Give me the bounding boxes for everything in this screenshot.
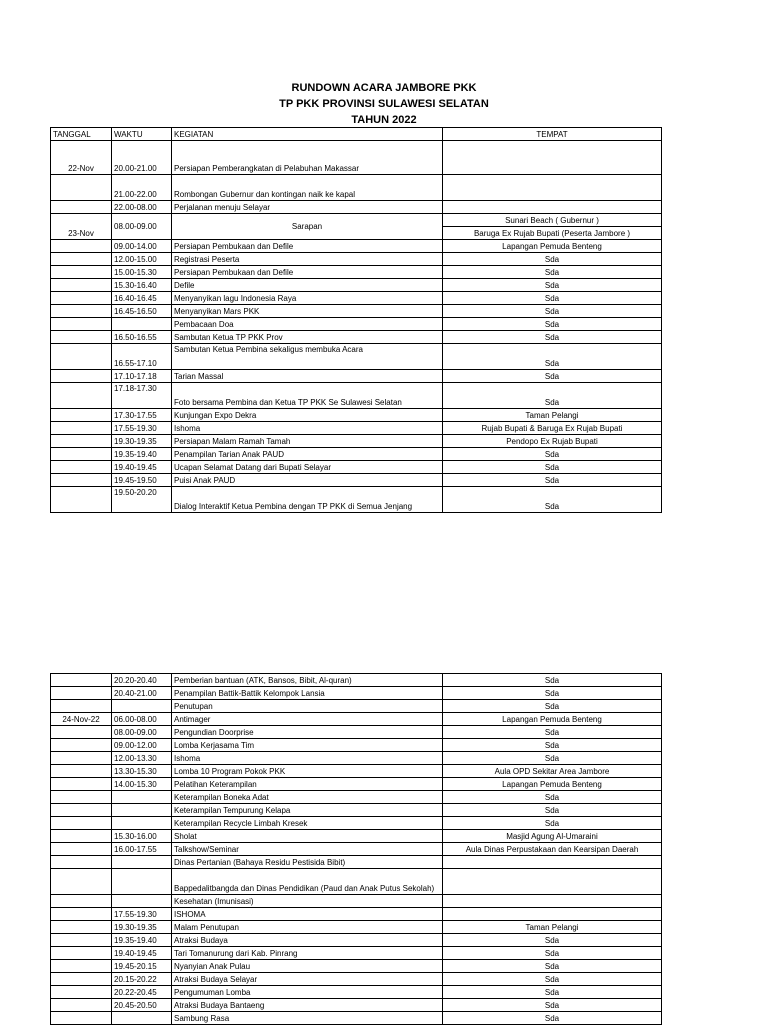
cell-kegiatan: Foto bersama Pembina dan Ketua TP PKK Se Sulawesi Selatan — [172, 383, 443, 409]
cell-kegiatan: Kesehatan (Imunisasi) — [172, 895, 443, 908]
cell-kegiatan: Atraksi Budaya Bantaeng — [172, 999, 443, 1012]
cell-tempat: Sda — [443, 752, 662, 765]
cell-kegiatan: Pengundian Doorprise — [172, 726, 443, 739]
cell-kegiatan: Penampilan Battik-Battik Kelompok Lansia — [172, 687, 443, 700]
table-row — [51, 279, 662, 292]
cell-tanggal — [51, 973, 112, 986]
cell-tanggal — [51, 778, 112, 791]
cell-tanggal — [51, 370, 112, 383]
cell-waktu: 17.18-17.30 — [112, 383, 172, 409]
table-row — [51, 141, 662, 175]
cell-kegiatan: Defile — [172, 279, 443, 292]
cell-tempat: Sda — [443, 448, 662, 461]
cell-tanggal — [51, 804, 112, 817]
table-row — [51, 960, 662, 973]
cell-tanggal — [51, 461, 112, 474]
cell-waktu: 13.30-15.30 — [112, 765, 172, 778]
table-row — [51, 409, 662, 422]
table-row — [51, 843, 662, 856]
cell-waktu — [112, 856, 172, 869]
cell-waktu — [112, 791, 172, 804]
table-row — [51, 908, 662, 921]
cell-tanggal — [51, 448, 112, 461]
cell-waktu: 15.30-16.00 — [112, 830, 172, 843]
cell-kegiatan: Persiapan Malam Ramah Tamah — [172, 435, 443, 448]
cell-waktu: 19.30-19.35 — [112, 435, 172, 448]
cell-waktu — [112, 817, 172, 830]
cell-kegiatan: Pengumuman Lomba — [172, 986, 443, 999]
title-line-1: RUNDOWN ACARA JAMBORE PKK — [291, 82, 477, 94]
cell-tanggal — [51, 201, 112, 214]
cell-kegiatan: Keterampilan Boneka Adat — [172, 791, 443, 804]
cell-tanggal — [51, 292, 112, 305]
title-line-2: TP PKK PROVINSI SULAWESI SELATAN — [279, 98, 489, 110]
cell-tanggal — [51, 435, 112, 448]
table-row — [51, 895, 662, 908]
cell-tempat — [443, 201, 662, 214]
table-row — [51, 201, 662, 214]
table-row — [51, 999, 662, 1012]
cell-waktu: 14.00-15.30 — [112, 778, 172, 791]
cell-tempat: Sda — [443, 370, 662, 383]
cell-kegiatan: Persiapan Pemberangkatan di Pelabuhan Makassar — [172, 141, 443, 175]
cell-tempat: Sda — [443, 331, 662, 344]
cell-tempat: Sda — [443, 934, 662, 947]
cell-waktu: 20.22-20.45 — [112, 986, 172, 999]
cell-waktu: 08.00-09.00 — [112, 726, 172, 739]
cell-waktu — [112, 804, 172, 817]
cell-tempat: Sda — [443, 461, 662, 474]
cell-kegiatan: Persiapan Pembukaan dan Defile — [172, 266, 443, 279]
cell-tanggal — [51, 409, 112, 422]
document-title — [0, 80, 768, 128]
cell-tanggal — [51, 791, 112, 804]
table-row — [51, 292, 662, 305]
cell-kegiatan: Keterampilan Recycle Limbah Kresek — [172, 817, 443, 830]
table-row — [51, 739, 662, 752]
cell-kegiatan: Keterampilan Tempurung Kelapa — [172, 804, 443, 817]
cell-tempat: Rujab Bupati & Baruga Ex Rujab Bupati — [443, 422, 662, 435]
cell-tempat: Sda — [443, 253, 662, 266]
cell-tempat — [443, 175, 662, 201]
cell-tanggal — [51, 765, 112, 778]
cell-tanggal — [51, 240, 112, 253]
cell-kegiatan: Tarian Massal — [172, 370, 443, 383]
cell-waktu: 12.00-13.30 — [112, 752, 172, 765]
cell-kegiatan: Antimager — [172, 713, 443, 726]
cell-tempat: Sda — [443, 687, 662, 700]
cell-kegiatan: Pelatihan Keterampilan — [172, 778, 443, 791]
cell-kegiatan: Tari Tomanurung dari Kab. Pinrang — [172, 947, 443, 960]
cell-tempat: Sda — [443, 383, 662, 409]
table-row — [51, 422, 662, 435]
cell-kegiatan: Menyanyikan Mars PKK — [172, 305, 443, 318]
cell-tempat: Aula Dinas Perpustakaan dan Kearsipan Daerah — [443, 843, 662, 856]
cell-waktu: 21.00-22.00 — [112, 175, 172, 201]
cell-kegiatan: Talkshow/Seminar — [172, 843, 443, 856]
cell-tanggal — [51, 253, 112, 266]
header-tempat: TEMPAT — [443, 128, 662, 141]
cell-tempat: Sda — [443, 804, 662, 817]
cell-kegiatan: ISHOMA — [172, 908, 443, 921]
cell-kegiatan: Nyanyian Anak Pulau — [172, 960, 443, 973]
cell-kegiatan: Sarapan — [172, 214, 443, 240]
table-row — [51, 856, 662, 869]
cell-tanggal — [51, 908, 112, 921]
cell-waktu: 15.00-15.30 — [112, 266, 172, 279]
table-row — [51, 266, 662, 279]
cell-waktu: 19.50-20.20 — [112, 487, 172, 513]
cell-waktu: 19.30-19.35 — [112, 921, 172, 934]
cell-tanggal — [51, 843, 112, 856]
cell-waktu: 17.55-19.30 — [112, 908, 172, 921]
cell-tanggal — [51, 947, 112, 960]
cell-waktu — [112, 1012, 172, 1025]
cell-kegiatan: Sambutan Ketua TP PKK Prov — [172, 331, 443, 344]
cell-tanggal — [51, 279, 112, 292]
cell-waktu: 17.30-17.55 — [112, 409, 172, 422]
cell-tanggal — [51, 1012, 112, 1025]
table-row — [51, 318, 662, 331]
cell-tanggal — [51, 856, 112, 869]
cell-kegiatan: Bappedalitbangda dan Dinas Pendidikan (Paud dan Anak Putus Sekolah) — [172, 869, 443, 895]
cell-kegiatan: Lomba Kerjasama Tim — [172, 739, 443, 752]
table-row — [51, 804, 662, 817]
cell-tempat: Lapangan Pemuda Benteng — [443, 778, 662, 791]
table-row — [51, 474, 662, 487]
table-row — [51, 921, 662, 934]
table-row — [51, 305, 662, 318]
cell-waktu: 19.40-19.45 — [112, 947, 172, 960]
cell-kegiatan: Menyanyikan lagu Indonesia Raya — [172, 292, 443, 305]
cell-tanggal — [51, 318, 112, 331]
table-row — [51, 674, 662, 687]
cell-kegiatan: Penutupan — [172, 700, 443, 713]
cell-tanggal — [51, 700, 112, 713]
cell-tanggal — [51, 175, 112, 201]
cell-tempat: Sda — [443, 474, 662, 487]
cell-tempat: Sda — [443, 292, 662, 305]
cell-tempat: Baruga Ex Rujab Bupati (Peserta Jambore ) — [443, 227, 662, 240]
table-row — [51, 947, 662, 960]
cell-tanggal — [51, 474, 112, 487]
table-row — [51, 791, 662, 804]
cell-waktu: 15.30-16.40 — [112, 279, 172, 292]
cell-tempat: Sda — [443, 817, 662, 830]
schedule-table-page-2 — [50, 673, 662, 1025]
cell-kegiatan: Puisi Anak PAUD — [172, 474, 443, 487]
cell-tanggal — [51, 934, 112, 947]
cell-kegiatan: Perjalanan menuju Selayar — [172, 201, 443, 214]
cell-tanggal — [51, 986, 112, 999]
cell-tanggal — [51, 921, 112, 934]
cell-tanggal — [51, 817, 112, 830]
table-row — [51, 448, 662, 461]
cell-tanggal — [51, 895, 112, 908]
cell-waktu — [112, 700, 172, 713]
cell-tempat: Lapangan Pemuda Benteng — [443, 713, 662, 726]
cell-kegiatan: Sambutan Ketua Pembina sekaligus membuka Acara — [172, 344, 443, 370]
cell-waktu: 12.00-15.00 — [112, 253, 172, 266]
cell-tempat — [443, 908, 662, 921]
table-header-row — [51, 128, 662, 141]
cell-waktu — [112, 318, 172, 331]
cell-tempat: Sda — [443, 726, 662, 739]
cell-tempat: Sda — [443, 947, 662, 960]
table-row — [51, 726, 662, 739]
cell-tempat — [443, 895, 662, 908]
cell-tanggal — [51, 487, 112, 513]
table-row — [51, 214, 662, 227]
cell-waktu — [112, 869, 172, 895]
table-row — [51, 830, 662, 843]
cell-tempat: Sda — [443, 1012, 662, 1025]
cell-tanggal — [51, 726, 112, 739]
table-row — [51, 175, 662, 201]
cell-tempat: Taman Pelangi — [443, 409, 662, 422]
cell-tempat: Masjid Agung Al-Umaraini — [443, 830, 662, 843]
cell-waktu: 09.00-12.00 — [112, 739, 172, 752]
cell-kegiatan: Atraksi Budaya Selayar — [172, 973, 443, 986]
table-row — [51, 973, 662, 986]
table-row — [51, 752, 662, 765]
table-row — [51, 331, 662, 344]
cell-tanggal — [51, 999, 112, 1012]
table-row — [51, 713, 662, 726]
table-row — [51, 344, 662, 370]
cell-waktu: 17.10-17.18 — [112, 370, 172, 383]
cell-tempat: Sda — [443, 986, 662, 999]
cell-kegiatan: Dialog Interaktif Ketua Pembina dengan TP PKK di Semua Jenjang — [172, 487, 443, 513]
cell-tempat — [443, 856, 662, 869]
table-row — [51, 240, 662, 253]
cell-tempat: Sda — [443, 266, 662, 279]
cell-waktu: 20.20-20.40 — [112, 674, 172, 687]
cell-waktu: 19.35-19.40 — [112, 448, 172, 461]
cell-tempat: Sda — [443, 279, 662, 292]
cell-kegiatan: Dinas Pertanian (Bahaya Residu Pestisida Bibit) — [172, 856, 443, 869]
cell-kegiatan: Registrasi Peserta — [172, 253, 443, 266]
cell-waktu: 16.55-17.10 — [112, 344, 172, 370]
cell-tempat: Sda — [443, 973, 662, 986]
header-waktu: WAKTU — [112, 128, 172, 141]
table-row — [51, 253, 662, 266]
cell-kegiatan: Penampilan Tarian Anak PAUD — [172, 448, 443, 461]
cell-kegiatan: Ishoma — [172, 422, 443, 435]
cell-tanggal — [51, 869, 112, 895]
table-row — [51, 487, 662, 513]
cell-tanggal — [51, 344, 112, 370]
cell-tempat: Sda — [443, 791, 662, 804]
cell-tanggal — [51, 739, 112, 752]
cell-tanggal — [51, 305, 112, 318]
cell-waktu: 19.40-19.45 — [112, 461, 172, 474]
cell-tanggal — [51, 674, 112, 687]
cell-tempat: Pendopo Ex Rujab Bupati — [443, 435, 662, 448]
cell-waktu: 17.55-19.30 — [112, 422, 172, 435]
cell-tempat: Sda — [443, 487, 662, 513]
cell-waktu: 20.15-20.22 — [112, 973, 172, 986]
cell-tempat: Taman Pelangi — [443, 921, 662, 934]
cell-tempat — [443, 869, 662, 895]
cell-tempat: Sda — [443, 700, 662, 713]
table-row — [51, 765, 662, 778]
table-row — [51, 869, 662, 895]
cell-tempat: Sda — [443, 674, 662, 687]
table-row — [51, 435, 662, 448]
cell-kegiatan: Kunjungan Expo Dekra — [172, 409, 443, 422]
title-line-3: TAHUN 2022 — [351, 114, 417, 126]
table-row — [51, 687, 662, 700]
cell-tempat: Sda — [443, 318, 662, 331]
header-kegiatan: KEGIATAN — [172, 128, 443, 141]
cell-kegiatan: Atraksi Budaya — [172, 934, 443, 947]
table-row — [51, 700, 662, 713]
table-row — [51, 370, 662, 383]
cell-tempat: Lapangan Pemuda Benteng — [443, 240, 662, 253]
cell-tanggal — [51, 383, 112, 409]
cell-tempat: Sda — [443, 305, 662, 318]
cell-tempat — [443, 141, 662, 175]
cell-tanggal — [51, 266, 112, 279]
cell-waktu: 06.00-08.00 — [112, 713, 172, 726]
cell-waktu: 20.45-20.50 — [112, 999, 172, 1012]
cell-kegiatan: Sambung Rasa — [172, 1012, 443, 1025]
table-row — [51, 817, 662, 830]
cell-kegiatan: Ishoma — [172, 752, 443, 765]
cell-tempat: Aula OPD Sekitar Area Jambore — [443, 765, 662, 778]
cell-kegiatan: Malam Penutupan — [172, 921, 443, 934]
cell-tanggal — [51, 752, 112, 765]
cell-tempat: Sunari Beach ( Gubernur ) — [443, 214, 662, 227]
cell-waktu: 19.45-20.15 — [112, 960, 172, 973]
cell-kegiatan: Lomba 10 Program Pokok PKK — [172, 765, 443, 778]
cell-tanggal: 24-Nov-22 — [51, 713, 112, 726]
header-tanggal: TANGGAL — [51, 128, 112, 141]
cell-kegiatan: Pembacaan Doa — [172, 318, 443, 331]
cell-waktu: 09.00-14.00 — [112, 240, 172, 253]
cell-waktu — [112, 895, 172, 908]
cell-waktu: 20.40-21.00 — [112, 687, 172, 700]
cell-waktu: 16.40-16.45 — [112, 292, 172, 305]
cell-kegiatan: Sholat — [172, 830, 443, 843]
cell-tanggal — [51, 830, 112, 843]
cell-tanggal — [51, 960, 112, 973]
table-row — [51, 934, 662, 947]
cell-waktu: 16.45-16.50 — [112, 305, 172, 318]
cell-tempat: Sda — [443, 739, 662, 752]
cell-waktu: 16.00-17.55 — [112, 843, 172, 856]
table-row — [51, 1012, 662, 1025]
cell-tanggal — [51, 687, 112, 700]
table-row — [51, 986, 662, 999]
cell-kegiatan: Rombongan Gubernur dan kontingan naik ke kapal — [172, 175, 443, 201]
table-row — [51, 461, 662, 474]
cell-tanggal — [51, 422, 112, 435]
cell-waktu: 08.00-09.00 — [112, 214, 172, 240]
table-row — [51, 778, 662, 791]
cell-kegiatan: Ucapan Selamat Datang dari Bupati Selayar — [172, 461, 443, 474]
cell-tempat: Sda — [443, 344, 662, 370]
table-row — [51, 383, 662, 409]
cell-kegiatan: Pemberian bantuan (ATK, Bansos, Bibit, Al-quran) — [172, 674, 443, 687]
cell-waktu: 16.50-16.55 — [112, 331, 172, 344]
schedule-table-page-1 — [50, 127, 662, 513]
cell-kegiatan: Persiapan Pembukaan dan Defile — [172, 240, 443, 253]
cell-waktu: 22.00-08.00 — [112, 201, 172, 214]
cell-tempat: Sda — [443, 999, 662, 1012]
cell-waktu: 19.45-19.50 — [112, 474, 172, 487]
cell-tanggal: 23-Nov — [51, 214, 112, 240]
cell-waktu: 20.00-21.00 — [112, 141, 172, 175]
cell-waktu: 19.35-19.40 — [112, 934, 172, 947]
cell-tanggal — [51, 331, 112, 344]
cell-tempat: Sda — [443, 960, 662, 973]
cell-tanggal: 22-Nov — [51, 141, 112, 175]
